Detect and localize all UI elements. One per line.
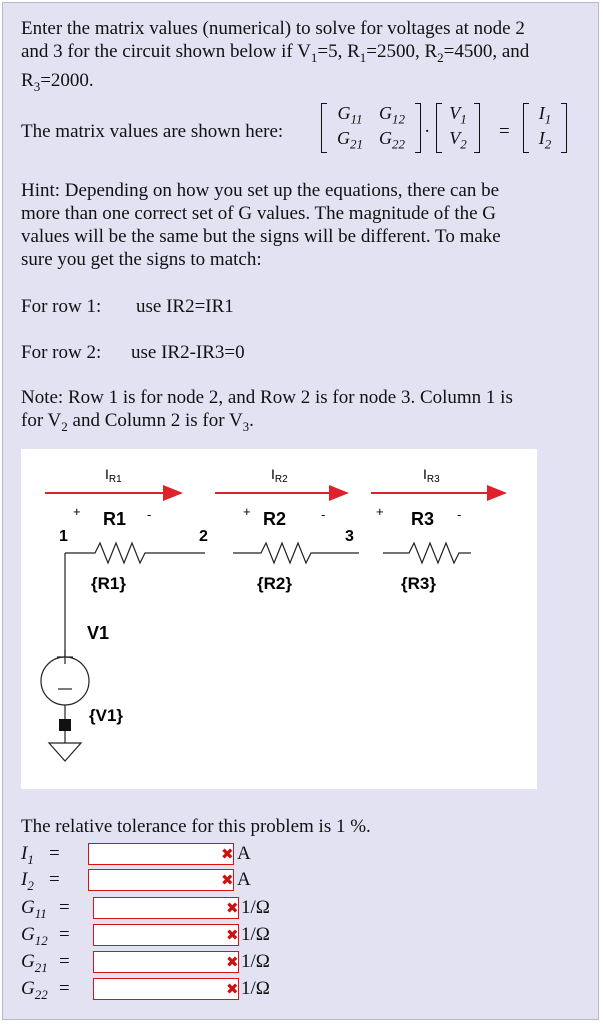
incorrect-icon: ✖ xyxy=(226,953,239,971)
voltage-source-v1 xyxy=(41,657,89,705)
svg-text:+: + xyxy=(73,504,81,519)
question-panel xyxy=(2,2,599,1020)
answer-row-g21: $G_{21}$ = ✖ 1/Ω xyxy=(21,951,270,975)
v1-value: {V1} xyxy=(89,706,124,725)
node-3-label: 3 xyxy=(345,528,354,545)
incorrect-icon: ✖ xyxy=(221,845,234,863)
row2-instruction: For row 2: use IR2-IR3=0 xyxy=(21,342,245,363)
ir2-label: $I_{R2}$ xyxy=(271,466,288,485)
intro-line-1: Enter the matrix values (numerical) to solve for voltages at node 2 xyxy=(21,18,525,39)
i1-unit: A xyxy=(237,843,251,864)
svg-text:+: + xyxy=(243,504,251,519)
node-1-label: 1 xyxy=(59,528,68,545)
answer-row-g12: $G_{12}$ = ✖ 1/Ω xyxy=(21,924,270,948)
r3-resistor xyxy=(383,543,471,563)
svg-text:+: + xyxy=(376,504,384,519)
matrix-equation xyxy=(21,103,596,163)
r1-resistor xyxy=(65,543,205,563)
r2-value: {R2} xyxy=(257,574,292,593)
r3-name: R3 xyxy=(411,509,435,529)
intro-line-3: $R_3=2000$. xyxy=(21,69,94,94)
i2-cell: $I_2$ xyxy=(538,128,552,152)
r1-value: {R1} xyxy=(91,574,126,593)
i1-input[interactable] xyxy=(88,843,234,865)
incorrect-icon: ✖ xyxy=(226,980,239,998)
g12-input[interactable] xyxy=(93,924,239,946)
g-matrix xyxy=(321,103,421,153)
node-2-label: 2 xyxy=(199,528,208,545)
note-text: Note: Row 1 is for node 2, and Row 2 is for node 3. Column 1 is for $V_2$ and Column 2 is for $V_3$. xyxy=(21,387,513,434)
equals-operator: = xyxy=(499,121,510,142)
incorrect-icon: ✖ xyxy=(226,899,239,917)
r3-value: {R3} xyxy=(401,574,436,593)
v-vector xyxy=(436,103,480,153)
matrix-label: The matrix values are shown here: xyxy=(21,121,284,142)
g11-cell: $G_{11}$ xyxy=(337,103,363,127)
v1-cell: $V_1$ xyxy=(449,103,467,127)
dot-operator: · xyxy=(424,121,431,142)
g12-unit: 1/Ω xyxy=(241,924,270,945)
r2-resistor xyxy=(233,543,359,563)
v1-name: V1 xyxy=(87,623,110,643)
i1-cell: $I_1$ xyxy=(538,103,552,127)
incorrect-icon: ✖ xyxy=(221,871,234,889)
g22-input[interactable] xyxy=(93,978,239,1000)
answer-row-g11: $G_{11}$ = ✖ 1/Ω xyxy=(21,897,270,921)
i-vector xyxy=(523,103,567,153)
intro-line-2: and 3 for the circuit shown below if $V_1=5$, $R_1=2500$, $R_2=4500$, and xyxy=(21,41,530,65)
svg-text:-: - xyxy=(147,507,152,522)
g22-cell: $G_{22}$ xyxy=(379,128,405,152)
g21-input[interactable] xyxy=(93,951,239,973)
hint-text: Hint: Depending on how you set up the equations, there can be more than one correct set of G values. The magnitude of the G values will be the same but the signs will be different. To make sure you get the signs to match: xyxy=(21,180,501,270)
circuit-diagram xyxy=(21,449,537,789)
ir3-label: $I_{R3}$ xyxy=(423,466,440,485)
svg-text:-: - xyxy=(457,507,462,522)
answer-row-i1: $I_1$ = ✖ A xyxy=(21,843,251,867)
r1-name: R1 xyxy=(103,509,127,529)
ground-node xyxy=(59,719,71,731)
g11-unit: 1/Ω xyxy=(241,897,270,918)
answer-row-i2: $I_2$ = ✖ A xyxy=(21,869,251,893)
v2-cell: $V_2$ xyxy=(449,128,467,152)
i2-unit: A xyxy=(237,869,251,890)
g12-cell: $G_{12}$ xyxy=(379,103,405,127)
svg-text:-: - xyxy=(321,507,326,522)
g21-cell: $G_{21}$ xyxy=(337,128,363,152)
g21-unit: 1/Ω xyxy=(241,951,270,972)
incorrect-icon: ✖ xyxy=(226,926,239,944)
tolerance-text: The relative tolerance for this problem is 1 %. xyxy=(21,816,371,837)
g11-input[interactable] xyxy=(93,897,239,919)
ir1-label: $I_{R1}$ xyxy=(105,466,122,485)
i2-input[interactable] xyxy=(88,869,234,891)
g22-unit: 1/Ω xyxy=(241,978,270,999)
r2-name: R2 xyxy=(263,509,287,529)
intro-text xyxy=(21,17,596,98)
row1-instruction: For row 1: use IR2=IR1 xyxy=(21,296,234,317)
answer-row-g22: $G_{22}$ = ✖ 1/Ω xyxy=(21,978,270,1002)
ground-icon xyxy=(49,743,81,761)
